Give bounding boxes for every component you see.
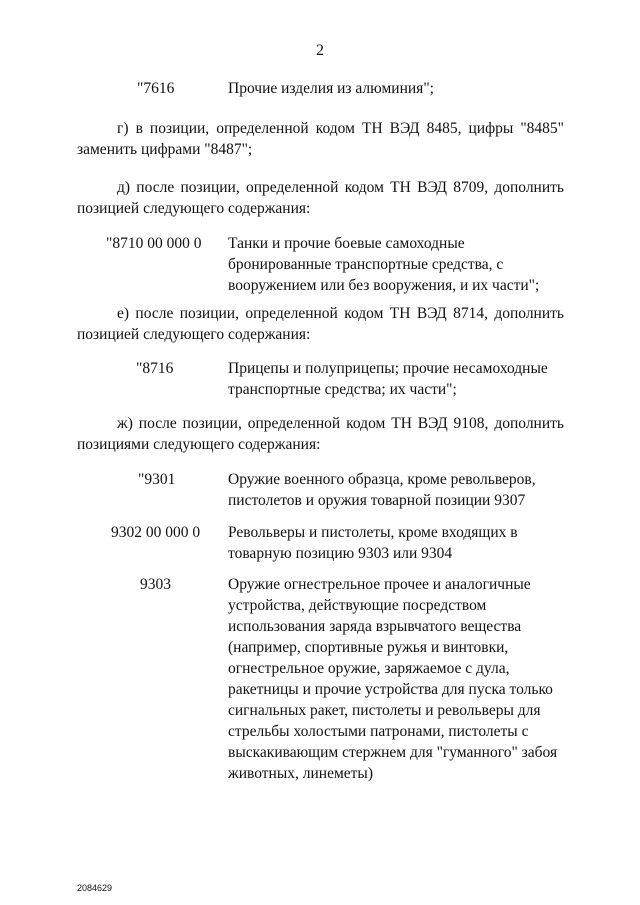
page-number: 2 [316,42,324,59]
entry-9303-desc-line: устройства, действующие посредством [228,597,487,614]
entry-9303-desc-line: выскакивающим стержнем для "гуманного" забоя [228,744,558,761]
entry-7616-description: Прочие изделия из алюминия"; [228,80,434,97]
paragraph-zh-line-1: ж) после позиции, определенной кодом ТН ВЭД 9108, дополнить [117,415,564,432]
paragraph-zh-line-2: позициями следующего содержания: [77,436,321,453]
entry-9303-desc-line: животных, линеметы) [228,765,373,782]
paragraph-g [77,118,564,160]
entry-9302-description [228,522,558,564]
entry-8710-desc-line: вооружением или без вооружения, и их части"; [228,277,540,294]
entry-9301-code: "9301 [138,471,176,488]
entry-9301-description [228,469,558,511]
entry-8710-desc-line: бронированные транспортные средства, с [228,256,504,273]
entry-9303-desc-line: стрельбы холостыми патронами, пистолеты с [228,723,529,740]
document-id: 2084629 [77,883,113,893]
entry-9302-code: 9302 00 000 0 [111,524,201,541]
entry-8710-description [228,233,558,296]
paragraph-g-line-2: заменить цифрами "8487"; [77,141,253,158]
paragraph-d-line-2: позицией следующего содержания: [77,200,311,217]
entry-8716-desc-line: Прицепы и полуприцепы; прочие несамоходные [228,360,548,377]
paragraph-d-line-1: д) после позиции, определенной кодом ТН ВЭД 8709, дополнить [117,179,564,196]
paragraph-e [77,303,564,345]
entry-8710-desc-line: Танки и прочие боевые самоходные [228,235,465,252]
entry-9302-desc-line: Револьверы и пистолеты, кроме входящих в [228,524,518,541]
paragraph-g-line-1: г) в позиции, определенной кодом ТН ВЭД 8485, цифры "8485" [117,120,564,137]
entry-9301-desc-line: Оружие военного образца, кроме револьверов, [228,471,536,488]
entry-8716-description [228,358,558,400]
entry-9303-desc-line: использования заряда взрывчатого вещества [228,618,522,635]
paragraph-e-line-2: позицией следующего содержания: [77,326,311,343]
entry-9303-desc-line: ракетницы и прочие устройства для пуска только [228,681,553,698]
entry-9303-desc-line: сигнальных ракет, пистолеты и револьверы для [228,702,541,719]
entry-8710-code: "8710 00 000 0 [106,235,202,252]
entry-8716-code: "8716 [136,360,174,377]
paragraph-zh [77,413,564,455]
entry-9303-code: 9303 [140,576,171,593]
paragraph-e-line-1: е) после позиции, определенной кодом ТН ВЭД 8714, дополнить [117,305,564,322]
entry-8716-desc-line: транспортные средства; их части"; [228,381,457,398]
paragraph-d [77,177,564,219]
entry-9303-desc-line: огнестрельное оружие, заряжаемое с дула, [228,660,510,677]
entry-9303-description [228,574,558,784]
entry-9303-desc-line: Оружие огнестрельное прочее и аналогичные [228,576,531,593]
entry-7616-code: "7616 [137,80,175,97]
entry-9303-desc-line: (например, спортивные ружья и винтовки, [228,639,509,656]
entry-9302-desc-line: товарную позицию 9303 или 9304 [228,545,453,562]
entry-9301-desc-line: пистолетов и оружия товарной позиции 9307 [228,492,526,509]
